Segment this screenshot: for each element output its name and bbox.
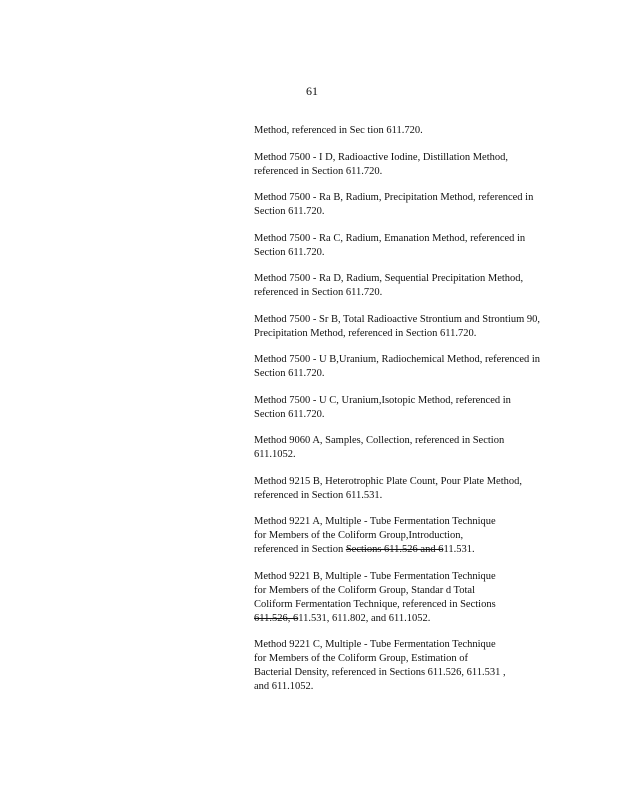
list-item-9221a [254,515,544,557]
list-item: Method 7500 - U B,Uranium, Radiochemical Method, referenced in Section 611.720. [254,354,541,379]
entry-line: Bacterial Density, referenced in Sections 611.526, 611.531 , [254,667,506,678]
entry-line: 11.531, 611.802, and 611.1052. [298,612,431,624]
entry-line: 11.531. [443,544,475,555]
entry-line: for Members of the Coliform Group, Estimation of [254,653,469,664]
entry-line: Method 9221 C, Multiple - Tube Fermentation Technique [254,639,496,650]
page-number: 61 [306,84,318,98]
list-item: Method 7500 - I D, Radioactive Iodine, Distillation Method, referenced in Section 611.720. [254,151,508,177]
list-item: Method, referenced in Sec tion 611.720. [254,125,423,136]
list-item: Method 9060 A, Samples, Collection, referenced in Section 611.1052. [254,435,505,460]
list-item: Method 7500 - U C, Uranium,Isotopic Method, referenced in Section 611.720. [254,394,511,420]
list-item: Method 7500 - Ra C, Radium, Emanation Method, referenced in Section 611.720. [254,232,526,258]
entry-line: for Members of the Coliform Group, Standar d Total [254,584,475,596]
entry-line: referenced in Section [254,544,346,555]
method-reference-list [254,124,544,707]
deleted-text: 611.526, 6 [254,612,299,624]
list-item-9221b [254,570,544,626]
entry-line: Coliform Fermentation Technique, referenced in Sections [254,598,496,610]
list-item: Method 7500 - Sr B, Total Radioactive Strontium and Strontium 90, Precipitation Method, referenced in Section 611.720. [254,313,541,339]
list-item: Method 7500 - Ra B, Radium, Precipitation Method, referenced in Section 611.720. [254,192,534,217]
list-item: Method 9215 B, Heterotrophic Plate Count, Pour Plate Method, referenced in Section 611.531. [254,475,523,501]
list-item: Method 7500 - Ra D, Radium, Sequential Precipitation Method, referenced in Section 611.720. [254,273,524,298]
entry-line: for Members of the Coliform Group,Introduction, [254,530,464,541]
list-item-9221c [254,638,544,694]
entry-line: Method 9221 A, Multiple - Tube Fermentation Technique [254,516,496,527]
entry-line: Method 9221 B, Multiple - Tube Fermentation Technique [254,570,496,582]
entry-line: and 611.1052. [254,681,314,692]
deleted-text: Sections 611.526 and 6 [345,544,444,555]
